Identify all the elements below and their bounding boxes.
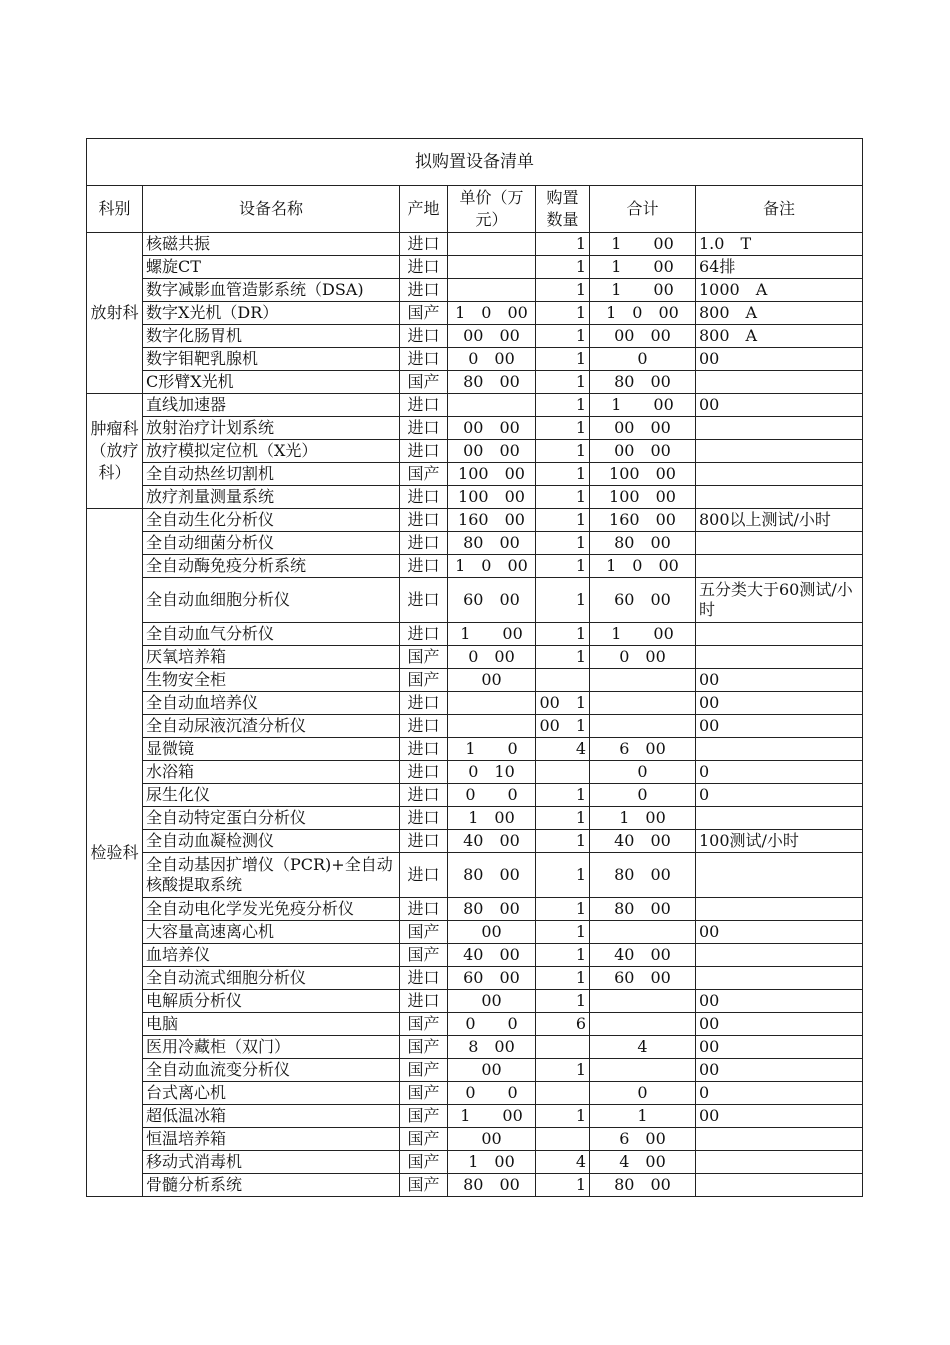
unit-price-cell	[448, 233, 536, 256]
equipment-name-cell: 移动式消毒机	[143, 1151, 400, 1174]
quantity-cell: 00 1	[536, 692, 590, 715]
quantity-cell: 1	[536, 302, 590, 325]
origin-cell: 进口	[400, 990, 448, 1013]
header-qty: 购置数量	[536, 186, 590, 233]
table-row	[87, 830, 863, 853]
origin-cell: 进口	[400, 967, 448, 990]
unit-price-cell: 00 00	[448, 417, 536, 440]
header-origin: 产地	[400, 186, 448, 233]
total-cell	[590, 715, 696, 738]
unit-price-cell: 80 00	[448, 853, 536, 898]
origin-cell: 国产	[400, 1013, 448, 1036]
total-cell: 1	[590, 1105, 696, 1128]
total-cell: 1 00	[590, 394, 696, 417]
unit-price-cell: 8 00	[448, 1036, 536, 1059]
equipment-name-cell: 全自动尿液沉渣分析仪	[143, 715, 400, 738]
equipment-name-cell: C形臂X光机	[143, 371, 400, 394]
quantity-cell: 1	[536, 990, 590, 1013]
unit-price-cell: 0 10	[448, 761, 536, 784]
total-cell: 1 00	[590, 256, 696, 279]
origin-cell: 国产	[400, 669, 448, 692]
quantity-cell: 1	[536, 279, 590, 302]
origin-cell: 进口	[400, 578, 448, 623]
total-cell	[590, 692, 696, 715]
unit-price-cell: 1 0 00	[448, 555, 536, 578]
quantity-cell: 1	[536, 1105, 590, 1128]
unit-price-cell: 00 00	[448, 325, 536, 348]
unit-price-cell: 0 0	[448, 1013, 536, 1036]
note-cell	[696, 486, 863, 509]
unit-price-cell: 100 00	[448, 486, 536, 509]
note-cell: 00	[696, 1013, 863, 1036]
note-cell: 00	[696, 1036, 863, 1059]
table-row	[87, 555, 863, 578]
unit-price-cell	[448, 279, 536, 302]
origin-cell: 进口	[400, 555, 448, 578]
total-cell: 60 00	[590, 967, 696, 990]
origin-cell: 国产	[400, 463, 448, 486]
unit-price-cell	[448, 715, 536, 738]
origin-cell: 进口	[400, 807, 448, 830]
table-row	[87, 325, 863, 348]
table-row	[87, 1059, 863, 1082]
note-cell	[696, 555, 863, 578]
origin-cell: 国产	[400, 371, 448, 394]
quantity-cell: 4	[536, 738, 590, 761]
table-row	[87, 944, 863, 967]
note-cell: 00	[696, 921, 863, 944]
table-row	[87, 578, 863, 623]
total-cell: 4	[590, 1036, 696, 1059]
unit-price-cell: 0 00	[448, 646, 536, 669]
unit-price-cell: 1 00	[448, 623, 536, 646]
equipment-name-cell: 大容量高速离心机	[143, 921, 400, 944]
total-cell	[590, 669, 696, 692]
table-row	[87, 669, 863, 692]
header-name: 设备名称	[143, 186, 400, 233]
origin-cell: 国产	[400, 1105, 448, 1128]
note-cell: 00	[696, 1105, 863, 1128]
header-dept: 科别	[87, 186, 143, 233]
total-cell	[590, 1059, 696, 1082]
origin-cell: 进口	[400, 509, 448, 532]
total-cell	[590, 1013, 696, 1036]
table-row	[87, 1013, 863, 1036]
total-cell: 1 00	[590, 807, 696, 830]
equipment-name-cell: 全自动生化分析仪	[143, 509, 400, 532]
quantity-cell: 1	[536, 348, 590, 371]
origin-cell: 进口	[400, 486, 448, 509]
unit-price-cell: 00 00	[448, 440, 536, 463]
unit-price-cell	[448, 256, 536, 279]
total-cell: 0	[590, 348, 696, 371]
note-cell	[696, 417, 863, 440]
note-cell: 800 A	[696, 325, 863, 348]
total-cell: 80 00	[590, 371, 696, 394]
equipment-name-cell: 厌氧培养箱	[143, 646, 400, 669]
table-row	[87, 623, 863, 646]
total-cell: 1 00	[590, 623, 696, 646]
quantity-cell: 1	[536, 898, 590, 921]
dept-cell: 肿瘤科（放疗科）	[87, 394, 143, 509]
unit-price-cell: 00	[448, 921, 536, 944]
quantity-cell: 1	[536, 371, 590, 394]
total-cell: 40 00	[590, 944, 696, 967]
total-cell: 00 00	[590, 325, 696, 348]
equipment-name-cell: 放疗剂量测量系统	[143, 486, 400, 509]
origin-cell: 进口	[400, 830, 448, 853]
quantity-cell: 1	[536, 463, 590, 486]
table-row	[87, 692, 863, 715]
total-cell: 60 00	[590, 578, 696, 623]
table-row	[87, 1151, 863, 1174]
equipment-name-cell: 电解质分析仪	[143, 990, 400, 1013]
note-cell	[696, 440, 863, 463]
quantity-cell: 1	[536, 646, 590, 669]
total-cell	[590, 990, 696, 1013]
table-row	[87, 967, 863, 990]
note-cell	[696, 898, 863, 921]
quantity-cell: 1	[536, 486, 590, 509]
note-cell	[696, 1128, 863, 1151]
equipment-name-cell: 全自动细菌分析仪	[143, 532, 400, 555]
quantity-cell: 1	[536, 417, 590, 440]
unit-price-cell: 1 0 00	[448, 302, 536, 325]
quantity-cell: 1	[536, 325, 590, 348]
quantity-cell: 1	[536, 944, 590, 967]
total-cell: 160 00	[590, 509, 696, 532]
note-cell: 0	[696, 784, 863, 807]
origin-cell: 进口	[400, 623, 448, 646]
unit-price-cell: 0 0	[448, 1082, 536, 1105]
origin-cell: 国产	[400, 646, 448, 669]
equipment-name-cell: 全自动电化学发光免疫分析仪	[143, 898, 400, 921]
table-row	[87, 784, 863, 807]
table-row	[87, 1082, 863, 1105]
quantity-cell: 1	[536, 509, 590, 532]
note-cell	[696, 532, 863, 555]
dept-cell: 放射科	[87, 233, 143, 394]
note-cell	[696, 944, 863, 967]
note-cell: 64排	[696, 256, 863, 279]
equipment-name-cell: 生物安全柜	[143, 669, 400, 692]
note-cell: 00	[696, 348, 863, 371]
equipment-name-cell: 放疗模拟定位机（X光）	[143, 440, 400, 463]
equipment-list-sheet	[86, 138, 862, 1197]
origin-cell: 国产	[400, 944, 448, 967]
table-row	[87, 807, 863, 830]
table-row	[87, 1174, 863, 1197]
equipment-name-cell: 恒温培养箱	[143, 1128, 400, 1151]
equipment-name-cell: 直线加速器	[143, 394, 400, 417]
total-cell: 00 00	[590, 440, 696, 463]
note-cell	[696, 807, 863, 830]
total-cell: 40 00	[590, 830, 696, 853]
table-row	[87, 417, 863, 440]
equipment-name-cell: 全自动酶免疫分析系统	[143, 555, 400, 578]
quantity-cell: 1	[536, 532, 590, 555]
equipment-name-cell: 骨髓分析系统	[143, 1174, 400, 1197]
quantity-cell: 1	[536, 1059, 590, 1082]
origin-cell: 进口	[400, 784, 448, 807]
table-row	[87, 233, 863, 256]
unit-price-cell: 80 00	[448, 532, 536, 555]
note-cell	[696, 463, 863, 486]
table-title: 拟购置设备清单	[87, 139, 863, 186]
note-cell	[696, 738, 863, 761]
total-cell: 0	[590, 784, 696, 807]
equipment-name-cell: 螺旋CT	[143, 256, 400, 279]
table-row	[87, 463, 863, 486]
note-cell: 0	[696, 761, 863, 784]
equipment-name-cell: 数字化肠胃机	[143, 325, 400, 348]
table-row	[87, 302, 863, 325]
equipment-name-cell: 全自动血细胞分析仪	[143, 578, 400, 623]
note-cell: 1000 A	[696, 279, 863, 302]
quantity-cell: 4	[536, 1151, 590, 1174]
equipment-name-cell: 核磁共振	[143, 233, 400, 256]
equipment-name-cell: 全自动基因扩增仪（PCR)+全自动核酸提取系统	[143, 853, 400, 898]
note-cell: 00	[696, 1059, 863, 1082]
total-cell: 100 00	[590, 486, 696, 509]
equipment-name-cell: 全自动热丝切割机	[143, 463, 400, 486]
table-row	[87, 738, 863, 761]
equipment-name-cell: 全自动血培养仪	[143, 692, 400, 715]
unit-price-cell: 100 00	[448, 463, 536, 486]
unit-price-cell: 60 00	[448, 967, 536, 990]
note-cell: 00	[696, 394, 863, 417]
note-cell: 00	[696, 715, 863, 738]
table-row	[87, 646, 863, 669]
unit-price-cell: 0 0	[448, 784, 536, 807]
quantity-cell	[536, 1082, 590, 1105]
equipment-name-cell: 数字钼靶乳腺机	[143, 348, 400, 371]
quantity-cell: 1	[536, 555, 590, 578]
origin-cell: 进口	[400, 853, 448, 898]
header-total: 合计	[590, 186, 696, 233]
origin-cell: 进口	[400, 715, 448, 738]
unit-price-cell: 60 00	[448, 578, 536, 623]
table-row	[87, 898, 863, 921]
origin-cell: 进口	[400, 233, 448, 256]
origin-cell: 国产	[400, 1082, 448, 1105]
total-cell: 6 00	[590, 1128, 696, 1151]
origin-cell: 进口	[400, 898, 448, 921]
total-cell: 4 00	[590, 1151, 696, 1174]
dept-cell: 检验科	[87, 509, 143, 1197]
note-cell	[696, 853, 863, 898]
table-row	[87, 256, 863, 279]
total-cell: 80 00	[590, 532, 696, 555]
note-cell: 800以上测试/小时	[696, 509, 863, 532]
equipment-name-cell: 血培养仪	[143, 944, 400, 967]
unit-price-cell: 00	[448, 669, 536, 692]
note-cell	[696, 371, 863, 394]
unit-price-cell: 0 00	[448, 348, 536, 371]
unit-price-cell: 80 00	[448, 898, 536, 921]
note-cell	[696, 623, 863, 646]
unit-price-cell	[448, 394, 536, 417]
origin-cell: 国产	[400, 1151, 448, 1174]
unit-price-cell: 80 00	[448, 371, 536, 394]
equipment-name-cell: 全自动血气分析仪	[143, 623, 400, 646]
quantity-cell: 1	[536, 394, 590, 417]
total-cell: 1 00	[590, 233, 696, 256]
quantity-cell: 1	[536, 256, 590, 279]
unit-price-cell: 40 00	[448, 944, 536, 967]
table-row	[87, 1036, 863, 1059]
origin-cell: 进口	[400, 738, 448, 761]
origin-cell: 进口	[400, 440, 448, 463]
table-row	[87, 509, 863, 532]
note-cell	[696, 646, 863, 669]
origin-cell: 国产	[400, 921, 448, 944]
unit-price-cell: 1 00	[448, 807, 536, 830]
unit-price-cell: 00	[448, 1128, 536, 1151]
total-cell: 0	[590, 761, 696, 784]
quantity-cell: 1	[536, 830, 590, 853]
quantity-cell	[536, 761, 590, 784]
table-row	[87, 394, 863, 417]
equipment-table	[86, 138, 863, 1197]
unit-price-cell: 80 00	[448, 1174, 536, 1197]
quantity-cell: 1	[536, 440, 590, 463]
quantity-cell: 00 1	[536, 715, 590, 738]
origin-cell: 进口	[400, 325, 448, 348]
origin-cell: 国产	[400, 1128, 448, 1151]
total-cell: 80 00	[590, 853, 696, 898]
total-cell: 1 00	[590, 279, 696, 302]
note-cell: 100测试/小时	[696, 830, 863, 853]
table-row	[87, 1128, 863, 1151]
equipment-name-cell: 显微镜	[143, 738, 400, 761]
table-row	[87, 1105, 863, 1128]
origin-cell: 进口	[400, 532, 448, 555]
note-cell: 800 A	[696, 302, 863, 325]
equipment-name-cell: 全自动特定蛋白分析仪	[143, 807, 400, 830]
unit-price-cell: 1 00	[448, 1105, 536, 1128]
origin-cell: 国产	[400, 1036, 448, 1059]
note-cell	[696, 1174, 863, 1197]
origin-cell: 国产	[400, 1059, 448, 1082]
origin-cell: 进口	[400, 417, 448, 440]
total-cell: 00 00	[590, 417, 696, 440]
equipment-name-cell: 尿生化仪	[143, 784, 400, 807]
note-cell: 五分类大于60测试/小时	[696, 578, 863, 623]
table-row	[87, 440, 863, 463]
table-row	[87, 715, 863, 738]
table-row	[87, 279, 863, 302]
note-cell	[696, 967, 863, 990]
note-cell	[696, 1151, 863, 1174]
table-row	[87, 921, 863, 944]
quantity-cell: 1	[536, 807, 590, 830]
quantity-cell: 1	[536, 784, 590, 807]
unit-price-cell: 40 00	[448, 830, 536, 853]
origin-cell: 进口	[400, 256, 448, 279]
equipment-name-cell: 台式离心机	[143, 1082, 400, 1105]
total-cell: 0 00	[590, 646, 696, 669]
note-cell: 00	[696, 669, 863, 692]
equipment-name-cell: 全自动血凝检测仪	[143, 830, 400, 853]
equipment-name-cell: 水浴箱	[143, 761, 400, 784]
unit-price-cell: 00	[448, 1059, 536, 1082]
note-cell: 1.0 T	[696, 233, 863, 256]
table-row	[87, 990, 863, 1013]
quantity-cell: 1	[536, 853, 590, 898]
origin-cell: 国产	[400, 302, 448, 325]
note-cell: 00	[696, 692, 863, 715]
origin-cell: 进口	[400, 348, 448, 371]
equipment-name-cell: 全自动流式细胞分析仪	[143, 967, 400, 990]
total-cell: 0	[590, 1082, 696, 1105]
equipment-name-cell: 数字X光机（DR）	[143, 302, 400, 325]
unit-price-cell	[448, 692, 536, 715]
equipment-name-cell: 数字减影血管造影系统（DSA)	[143, 279, 400, 302]
quantity-cell: 1	[536, 921, 590, 944]
total-cell: 80 00	[590, 1174, 696, 1197]
unit-price-cell: 1 0	[448, 738, 536, 761]
total-cell: 80 00	[590, 898, 696, 921]
header-note: 备注	[696, 186, 863, 233]
total-cell: 6 00	[590, 738, 696, 761]
table-row	[87, 371, 863, 394]
table-row	[87, 532, 863, 555]
table-row	[87, 761, 863, 784]
origin-cell: 进口	[400, 279, 448, 302]
quantity-cell: 1	[536, 578, 590, 623]
quantity-cell: 1	[536, 233, 590, 256]
unit-price-cell: 160 00	[448, 509, 536, 532]
equipment-name-cell: 超低温冰箱	[143, 1105, 400, 1128]
unit-price-cell: 1 00	[448, 1151, 536, 1174]
quantity-cell: 1	[536, 623, 590, 646]
quantity-cell	[536, 669, 590, 692]
quantity-cell	[536, 1036, 590, 1059]
table-row	[87, 486, 863, 509]
quantity-cell	[536, 1128, 590, 1151]
table-row	[87, 853, 863, 898]
origin-cell: 进口	[400, 692, 448, 715]
note-cell: 00	[696, 990, 863, 1013]
quantity-cell: 1	[536, 1174, 590, 1197]
quantity-cell: 6	[536, 1013, 590, 1036]
total-cell	[590, 921, 696, 944]
table-row	[87, 348, 863, 371]
note-cell: 0	[696, 1082, 863, 1105]
equipment-name-cell: 医用冷藏柜（双门）	[143, 1036, 400, 1059]
equipment-name-cell: 电脑	[143, 1013, 400, 1036]
origin-cell: 国产	[400, 1174, 448, 1197]
total-cell: 100 00	[590, 463, 696, 486]
total-cell: 1 0 00	[590, 302, 696, 325]
origin-cell: 进口	[400, 394, 448, 417]
equipment-name-cell: 放射治疗计划系统	[143, 417, 400, 440]
total-cell: 1 0 00	[590, 555, 696, 578]
equipment-name-cell: 全自动血流变分析仪	[143, 1059, 400, 1082]
quantity-cell: 1	[536, 967, 590, 990]
origin-cell: 进口	[400, 761, 448, 784]
unit-price-cell: 00	[448, 990, 536, 1013]
header-price: 单价（万元）	[448, 186, 536, 233]
